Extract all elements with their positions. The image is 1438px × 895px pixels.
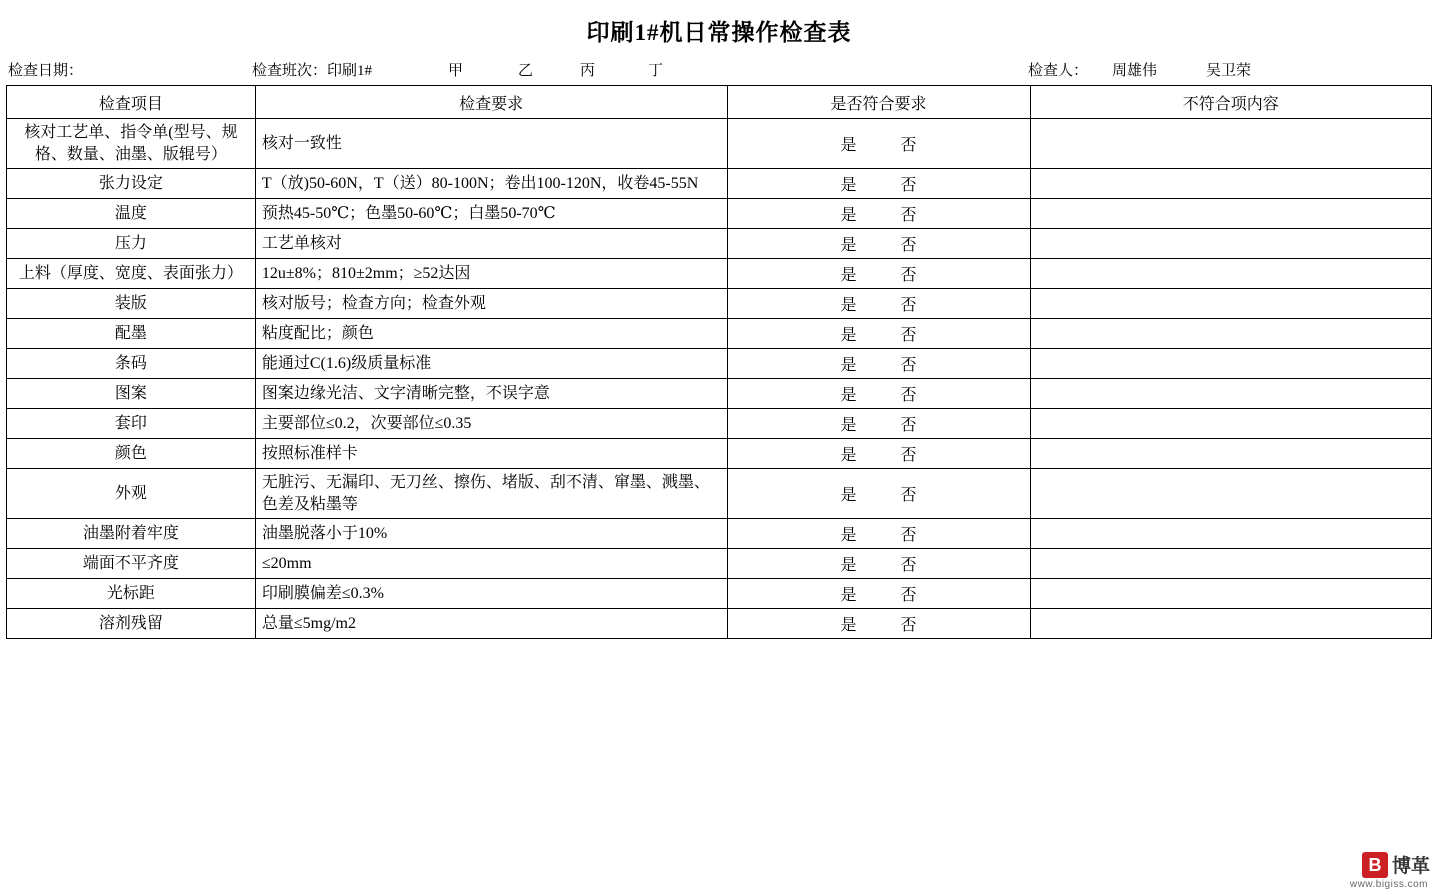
brand-logo-icon: B [1362,852,1388,878]
cell-nonconformance[interactable] [1030,349,1431,379]
yes-option[interactable]: 是 [840,207,857,225]
cell-nonconformance[interactable] [1030,379,1431,409]
cell-nonconformance[interactable] [1030,579,1431,609]
cell-requirement: ≤20mm [255,549,727,579]
cell-conformance[interactable] [727,229,1030,259]
no-option[interactable]: 否 [900,447,917,465]
shift-option-bing[interactable]: 丙 [580,63,596,79]
cell-conformance[interactable] [727,119,1030,169]
yes-option[interactable]: 是 [840,297,857,315]
table-row [7,259,1432,289]
no-option[interactable]: 否 [900,527,917,545]
cell-item: 核对工艺单、指令单(型号、规格、数量、油墨、版辊号） [7,119,256,169]
checker-label: 检查人： [1028,63,1089,79]
cell-requirement: 无脏污、无漏印、无刀丝、擦伤、堵版、刮不清、窜墨、溅墨、色差及粘墨等 [255,469,727,519]
yes-option[interactable]: 是 [840,357,857,375]
cell-nonconformance[interactable] [1030,469,1431,519]
yes-option[interactable]: 是 [840,137,857,155]
cell-requirement: 油墨脱落小于10% [255,519,727,549]
table-row [7,579,1432,609]
no-option[interactable]: 否 [900,357,917,375]
cell-item: 外观 [7,469,256,519]
yes-option[interactable]: 是 [840,487,857,505]
table-header-row [7,86,1432,119]
cell-item: 光标距 [7,579,256,609]
yes-option[interactable]: 是 [840,587,857,605]
header-item: 检查项目 [7,86,256,119]
cell-conformance[interactable] [727,289,1030,319]
brand-name: 博革 [1391,856,1430,877]
yes-option[interactable]: 是 [840,267,857,285]
table-row [7,519,1432,549]
cell-conformance[interactable] [727,379,1030,409]
cell-conformance[interactable] [727,469,1030,519]
cell-conformance[interactable] [727,199,1030,229]
table-row [7,609,1432,639]
cell-nonconformance[interactable] [1030,409,1431,439]
yes-option[interactable]: 是 [840,557,857,575]
cell-conformance[interactable] [727,519,1030,549]
no-option[interactable]: 否 [900,557,917,575]
no-option[interactable]: 否 [900,417,917,435]
cell-item: 配墨 [7,319,256,349]
brand-url: www.bigiss.com [1349,879,1428,890]
header-conformance: 是否符合要求 [727,86,1030,119]
shift-option-ding[interactable]: 丁 [648,63,664,79]
table-row [7,119,1432,169]
cell-item: 油墨附着牢度 [7,519,256,549]
no-option[interactable]: 否 [900,587,917,605]
meta-row [0,53,1438,85]
shift-label: 检查班次：印刷1# [252,63,373,79]
table-row [7,409,1432,439]
yes-option[interactable]: 是 [840,527,857,545]
cell-conformance[interactable] [727,349,1030,379]
cell-item: 上料（厚度、宽度、表面张力） [7,259,256,289]
table-row [7,439,1432,469]
table-row [7,349,1432,379]
yes-option[interactable]: 是 [840,237,857,255]
inspection-date-label: 检查日期： [8,63,84,79]
cell-nonconformance[interactable] [1030,319,1431,349]
no-option[interactable]: 否 [900,137,917,155]
cell-item: 压力 [7,229,256,259]
cell-requirement: 能通过C(1.6)级质量标准 [255,349,727,379]
header-requirement: 检查要求 [255,86,727,119]
header-nonconformance: 不符合项内容 [1030,86,1431,119]
cell-conformance[interactable] [727,409,1030,439]
cell-nonconformance[interactable] [1030,289,1431,319]
cell-requirement: 12u±8%；810±2mm；≥52达因 [255,259,727,289]
cell-nonconformance[interactable] [1030,229,1431,259]
no-option[interactable]: 否 [900,207,917,225]
yes-option[interactable]: 是 [840,447,857,465]
cell-conformance[interactable] [727,169,1030,199]
cell-item: 温度 [7,199,256,229]
cell-item: 图案 [7,379,256,409]
cell-requirement: 核对一致性 [255,119,727,169]
table-row [7,319,1432,349]
cell-item: 张力设定 [7,169,256,199]
watermark [1310,851,1430,891]
cell-requirement: 预热45-50℃；色墨50-60℃；白墨50-70℃ [255,199,727,229]
cell-nonconformance[interactable] [1030,519,1431,549]
cell-requirement: 粘度配比；颜色 [255,319,727,349]
yes-option[interactable]: 是 [840,417,857,435]
table-body [7,119,1432,639]
cell-nonconformance[interactable] [1030,439,1431,469]
cell-requirement: 按照标准样卡 [255,439,727,469]
table-row [7,169,1432,199]
cell-conformance[interactable] [727,319,1030,349]
no-option[interactable]: 否 [900,237,917,255]
cell-item: 端面不平齐度 [7,549,256,579]
yes-option[interactable]: 是 [840,617,857,635]
yes-option[interactable]: 是 [840,327,857,345]
cell-requirement: 主要部位≤0.2，次要部位≤0.35 [255,409,727,439]
shift-option-yi[interactable]: 乙 [518,63,534,79]
table-row [7,199,1432,229]
no-option[interactable]: 否 [900,327,917,345]
checker-name-2: 吴卫荣 [1206,63,1252,79]
cell-conformance[interactable] [727,609,1030,639]
yes-option[interactable]: 是 [840,177,857,195]
cell-item: 条码 [7,349,256,379]
table-row [7,229,1432,259]
cell-requirement: 图案边缘光洁、文字清晰完整，不误字意 [255,379,727,409]
no-option[interactable]: 否 [900,387,917,405]
cell-item: 溶剂残留 [7,609,256,639]
yes-option[interactable]: 是 [840,387,857,405]
no-option[interactable]: 否 [900,297,917,315]
cell-item: 颜色 [7,439,256,469]
table-row [7,379,1432,409]
inspection-table [6,85,1432,639]
cell-conformance[interactable] [727,259,1030,289]
no-option[interactable]: 否 [900,177,917,195]
cell-conformance[interactable] [727,579,1030,609]
cell-nonconformance[interactable] [1030,259,1431,289]
cell-nonconformance[interactable] [1030,119,1431,169]
cell-requirement: 工艺单核对 [255,229,727,259]
no-option[interactable]: 否 [900,487,917,505]
shift-option-jia[interactable]: 甲 [448,63,464,79]
cell-requirement: 核对版号；检查方向；检查外观 [255,289,727,319]
table-row [7,289,1432,319]
cell-conformance[interactable] [727,439,1030,469]
no-option[interactable]: 否 [900,267,917,285]
cell-nonconformance[interactable] [1030,199,1431,229]
checker-name-1: 周雄伟 [1112,63,1158,79]
cell-requirement: T（放)50-60N，T（送）80-100N；卷出100-120N，收卷45-55N [255,169,727,199]
cell-conformance[interactable] [727,549,1030,579]
table-row [7,549,1432,579]
cell-nonconformance[interactable] [1030,609,1431,639]
cell-nonconformance[interactable] [1030,549,1431,579]
table-row [7,469,1432,519]
cell-item: 套印 [7,409,256,439]
no-option[interactable]: 否 [900,617,917,635]
cell-requirement: 印刷膜偏差≤0.3% [255,579,727,609]
cell-item: 装版 [7,289,256,319]
cell-nonconformance[interactable] [1030,169,1431,199]
cell-requirement: 总量≤5mg/m2 [255,609,727,639]
page-title: 印刷1#机日常操作检查表 [586,20,852,45]
